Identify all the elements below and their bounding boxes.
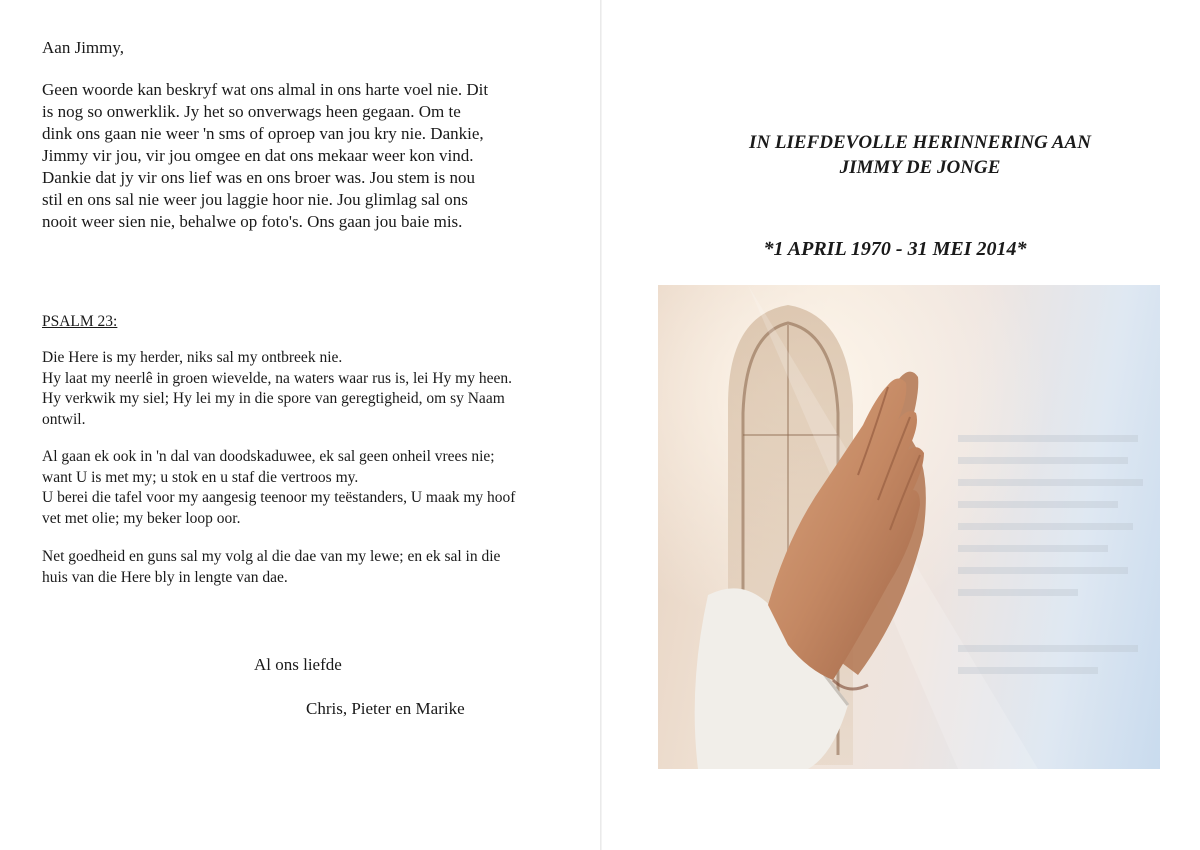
memorial-title-line-2: JIMMY DE JONGE	[839, 157, 1001, 178]
psalm-line: Die Here is my herder, niks sal my ontbreek nie.	[42, 349, 343, 366]
psalm-line: huis van die Here bly in lengte van dae.	[42, 568, 288, 586]
psalm-line: vet met olie; my beker loop oor.	[42, 509, 241, 527]
psalm-verse-3	[42, 547, 500, 588]
page-fold-divider	[600, 0, 602, 850]
letter-line: is nog so onwerklik. Jy het so onverwags heen gegaan. Om te	[42, 102, 461, 121]
psalm-line: Net goedheid en guns sal my volg al die dae van my lewe; en ek sal in die	[42, 548, 501, 565]
psalm-heading: PSALM 23:	[42, 313, 118, 330]
letter-body	[42, 79, 488, 233]
psalm-line: ontwil.	[42, 410, 86, 428]
psalm-line: Hy verkwik my siel; Hy lei my in die spore van geregtigheid, om sy Naam	[42, 390, 505, 407]
psalm-verse-2	[42, 447, 515, 529]
letter-line: Jimmy vir jou, vir jou omgee en dat ons mekaar weer kon vind.	[42, 146, 474, 165]
psalm-verse-1	[42, 348, 512, 430]
psalm-line: want U is met my; u stok en u staf die vertroos my.	[42, 468, 359, 486]
closing-signers: Chris, Pieter en Marike	[306, 699, 465, 718]
psalm-line: Hy laat my neerlê in groen wievelde, na waters waar rus is, lei Hy my heen.	[42, 369, 513, 387]
memorial-dates: *1 APRIL 1970 - 31 MEI 2014*	[763, 238, 1027, 260]
letter-line: stil en ons sal nie weer jou laggie hoor nie. Jou glimlag sal ons	[42, 190, 468, 209]
closing-love: Al ons liefde	[254, 655, 342, 674]
psalm-line: U berei die tafel voor my aangesig teenoor my teëstanders, U maak my hoof	[42, 489, 516, 506]
letter-line: nooit weer sien nie, behalwe op foto's. Ons gaan jou baie mis.	[42, 212, 463, 231]
letter-line: dink ons gaan nie weer 'n sms of oproep van jou kry nie. Dankie,	[42, 124, 484, 143]
praying-hands-icon	[658, 285, 1160, 769]
psalm-line: Al gaan ek ook in 'n dal van doodskaduwee, ek sal geen onheil vrees nie;	[42, 448, 495, 465]
letter-line: Geen woorde kan beskryf wat ons almal in ons harte voel nie. Dit	[42, 80, 489, 99]
memorial-title	[660, 130, 1180, 180]
letter-line: Dankie dat jy vir ons lief was en ons broer was. Jou stem is nou	[42, 168, 475, 187]
letter-greeting: Aan Jimmy,	[42, 38, 125, 57]
memorial-title-line-1: IN LIEFDEVOLLE HERINNERING AAN	[749, 132, 1091, 153]
